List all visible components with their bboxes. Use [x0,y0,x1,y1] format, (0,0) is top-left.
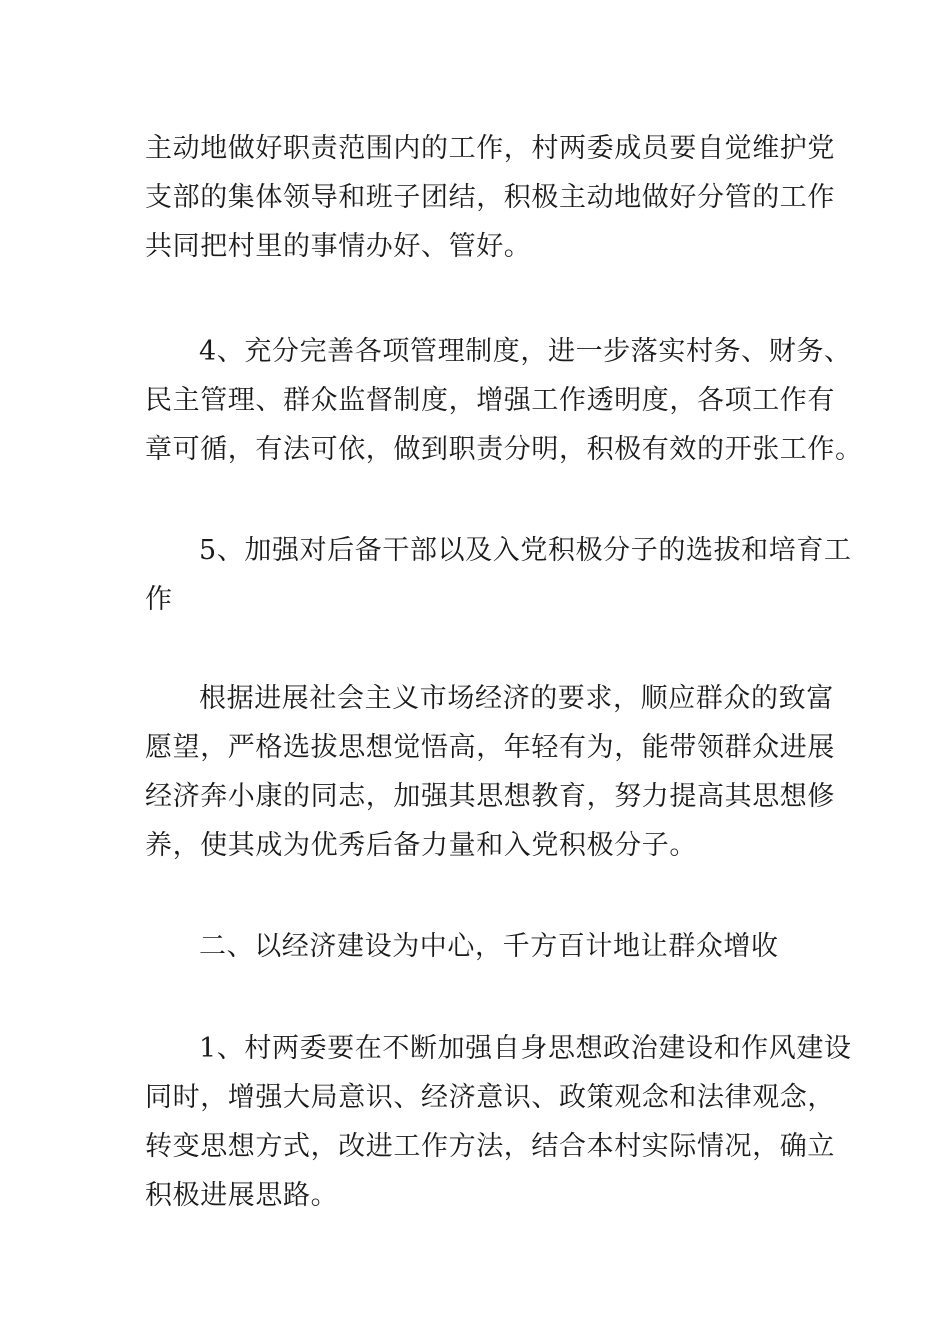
text-line: 主动地做好职责范围内的工作，村两委成员要自觉维护党 [145,133,835,164]
section-heading: 二、以经济建设为中心，千方百计地让群众增收 [199,931,779,962]
paragraph-item-4 [145,327,863,474]
text-line: 支部的集体领导和班子团结，积极主动地做好分管的工作 [145,182,835,213]
text-line: 根据进展社会主义市场经济的要求，顺应群众的致富 [199,683,834,714]
text-line: 转变思想方式，改进工作方法，结合本村实际情况，确立 [145,1131,835,1162]
paragraph-basis [145,674,835,870]
text-line: 愿望，严格选拔思想觉悟高，年轻有为，能带领群众进展 [145,732,835,763]
text-line: 作 [145,584,173,615]
paragraph-duties [145,124,835,271]
paragraph-item-5 [145,526,852,624]
text-line: 经济奔小康的同志，加强其思想教育，努力提高其思想修 [145,781,835,812]
text-line: 共同把村里的事情办好、管好。 [145,231,532,262]
text-line: 5、加强对后备干部以及入党积极分子的选拔和培育工 [199,535,852,566]
text-line: 养，使其成为优秀后备力量和入党积极分子。 [145,830,697,861]
text-line: 4、充分完善各项管理制度，进一步落实村务、财务、 [199,336,852,367]
paragraph-item-1 [145,1024,852,1220]
section-heading-2 [145,922,815,971]
text-line: 1、村两委要在不断加强自身思想政治建设和作风建设 [199,1033,852,1064]
text-line: 同时，增强大局意识、经济意识、政策观念和法律观念， [145,1082,835,1113]
text-line: 积极进展思路。 [145,1180,339,1211]
text-line: 章可循，有法可依，做到职责分明，积极有效的开张工作。 [145,434,863,465]
text-line: 民主管理、群众监督制度，增强工作透明度，各项工作有 [145,385,835,416]
